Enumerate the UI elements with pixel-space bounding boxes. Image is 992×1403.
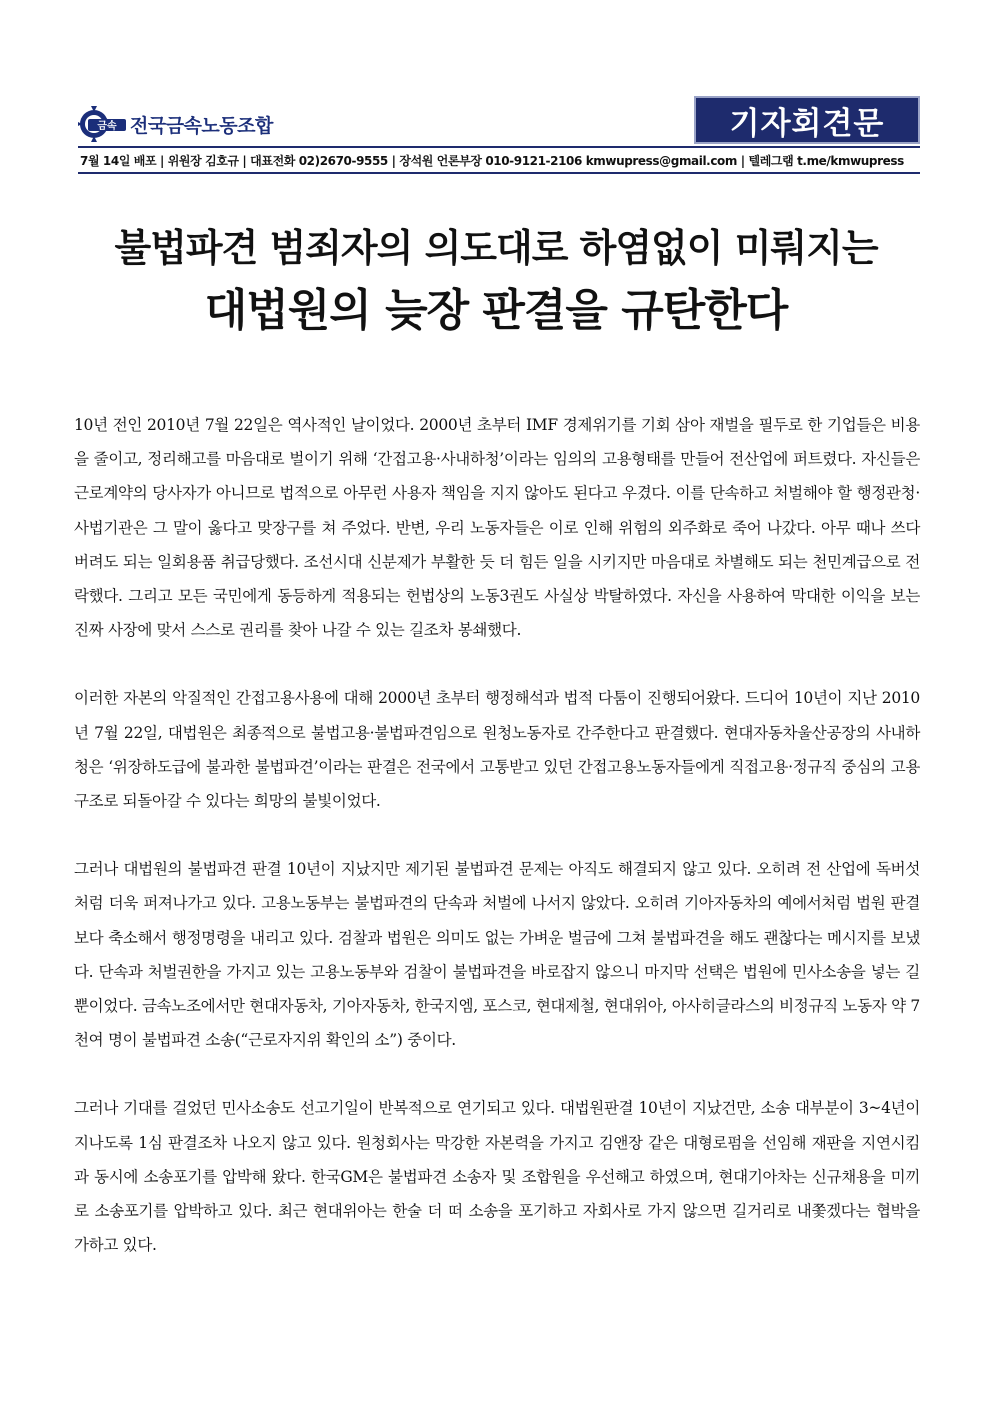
- logo-text: 금속: [97, 121, 117, 132]
- headline: [0, 218, 992, 344]
- paragraph-4: 그러나 기대를 걸었던 민사소송도 선고기일이 반복적으로 연기되고 있다. 대법원판결 10년이 지났건만, 소송 대부분이 3~4년이 지나도록 1심 판결조차 나오지 않고 있다. 원청회사는 막강한 자본력을 가지고 김앤장 같은 대형로펌을 선임해 재판을 지연시킴과 동시에 소송포기를 압박해 왔다. 한국GM은 불법파견 소송자 및 조합원을 우선해고 하였으며, 현대기아차는 신규채용을 미끼로 소송포기를 압박하고 있다. 최근 현대위아는 한술 더 떠 소송을 포기하고 자회사로 가지 않으면 길거리로 내쫓겠다는 협박을 가하고 있다.: [74, 1099, 920, 1255]
- headline-line-1: 불법파견 범죄자의 의도대로 하염없이 미뤄지는: [114, 226, 878, 270]
- paragraph-2: 이러한 자본의 악질적인 간접고용사용에 대해 2000년 초부터 행정해석과 법적 다툼이 진행되어왔다. 드디어 10년이 지난 2010년 7월 22일, 대법원은 최종적으로 불법고용·불법파견임으로 원청노동자로 간주한다고 판결했다. 현대자동차울산공장의 사내하청은 ‘위장하도급에 불과한 불법파견’이라는 판결은 전국에서 고통받고 있던 간접고용노동자들에게 직접고용·정규직 중심의 고용구조로 되돌아갈 수 있다는 희망의 불빛이었다.: [74, 689, 920, 811]
- contact-info-bar: 7월 14일 배포 | 위원장 김호규 | 대표전화 02)2670-9555 | 장석원 언론부장 010-9121-2106 kmwupress@gmail.com | 텔레그램 t.me/kmwupress: [78, 146, 920, 174]
- paragraph-3: 그러나 대법원의 불법파견 판결 10년이 지났지만 제기된 불법파견 문제는 아직도 해결되지 않고 있다. 오히려 전 산업에 독버섯처럼 더욱 퍼져나가고 있다. 고용노동부는 불법파견의 단속과 처벌에 나서지 않았다. 오히려 기아자동차의 예에서처럼 법원 판결보다 축소해서 행정명령을 내리고 있다. 검찰과 법원은 의미도 없는 가벼운 벌금에 그쳐 불법파견을 해도 괜찮다는 메시지를 보냈다. 단속과 처벌권한을 가지고 있는 고용노동부와 검찰이 불법파견을 바로잡지 않으니 마지막 선택은 법원에 민사소송을 넣는 길뿐이었다. 금속노조에서만 현대자동차, 기아자동차, 한국지엠, 포스코, 현대제철, 현대위아, 아사히글라스의 비정규직 노동자 약 7천여 명이 불법파견 소송(“근로자지위 확인의 소”) 중이다.: [74, 860, 920, 1050]
- org-name: 전국금속노동조합: [130, 114, 273, 137]
- headline-line-2: 대법원의 늦장 판결을 규탄한다: [204, 285, 788, 336]
- statement-body: [74, 408, 920, 1296]
- union-logo: [78, 102, 273, 146]
- paragraph-1: 10년 전인 2010년 7월 22일은 역사적인 날이었다. 2000년 초부터 IMF 경제위기를 기회 삼아 재벌을 필두로 한 기업들은 비용을 줄이고, 정리해고를 마음대로 벌이기 위해 ‘간접고용·사내하청’이라는 임의의 고용형태를 만들어 전산업에 퍼트렸다. 자신들은 근로계약의 당사자가 아니므로 법적으로 아무런 사용자 책임을 지지 않아도 된다고 우겼다. 이를 단속하고 처벌해야 할 행정관청·사법기관은 그 말이 옳다고 맞장구를 쳐 주었다. 반변, 우리 노동자들은 이로 인해 위험의 외주화로 죽어 나갔다. 아무 때나 쓰다 버려도 되는 일회용품 취급당했다. 조선시대 신분제가 부활한 듯 더 힘든 일을 시키지만 마음대로 차별해도 되는 천민계급으로 전락했다. 그리고 모든 국민에게 동등하게 적용되는 헌법상의 노동3권도 사실상 박탈하였다. 자신을 사용하여 막대한 이익을 보는 진짜 사장에 맞서 스스로 권리를 찾아 나갈 수 있는 길조차 봉쇄했다.: [74, 416, 920, 640]
- press-header: [78, 92, 920, 180]
- doc-type-badge: 기자회견문: [694, 96, 920, 144]
- union-emblem-icon: [78, 102, 128, 146]
